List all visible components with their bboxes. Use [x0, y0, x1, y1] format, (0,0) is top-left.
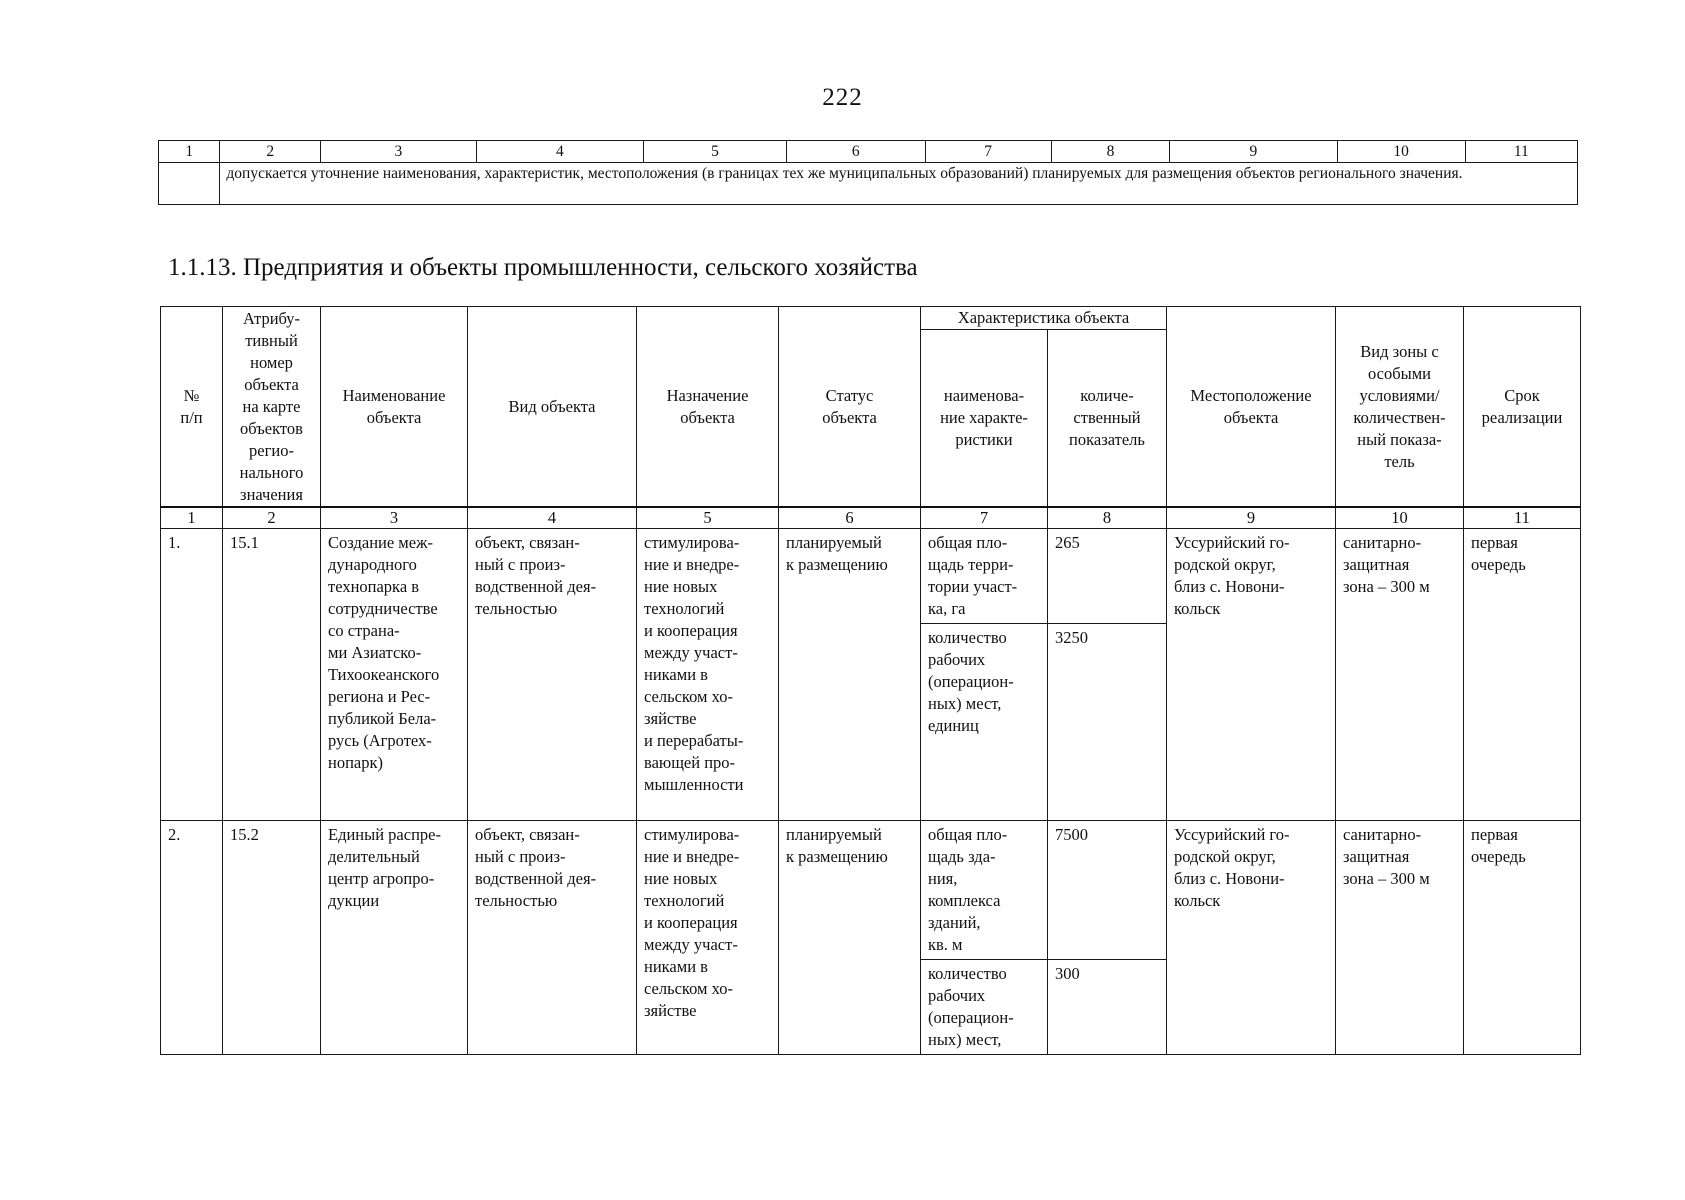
col-number: 9: [1170, 141, 1337, 163]
col-number: 5: [637, 507, 779, 529]
row-kind: объект, связан- ный с произ- водственной дея- тельностью: [468, 821, 637, 1055]
col-number: 1: [159, 141, 220, 163]
note-row: [159, 163, 1578, 205]
continuation-table: [158, 140, 1578, 205]
row-char1-value: 265: [1048, 529, 1167, 624]
row-kind: объект, связан- ный с произ- водственной дея- тельностью: [468, 529, 637, 821]
row-num: 1.: [161, 529, 223, 821]
header-char-value: количе- ственный показатель: [1048, 330, 1167, 508]
header-name: Наименование объекта: [321, 307, 468, 508]
header-characteristics: Характеристика объекта: [921, 307, 1167, 330]
row-zone: санитарно- защитная зона – 300 м: [1336, 821, 1464, 1055]
row-num: 2.: [161, 821, 223, 1055]
col-number: 1: [161, 507, 223, 529]
row-status: планируемый к размещению: [779, 529, 921, 821]
header-zone: Вид зоны с особыми условиями/ количествен- ный показа- тель: [1336, 307, 1464, 508]
row-attr: 15.1: [223, 529, 321, 821]
row-purpose: стимулирова- ние и внедре- ние новых технологий и кооперация между участ- никами в сельском хо- зяйстве и перерабаты- вающей про- мышленности: [637, 529, 779, 821]
col-number: 2: [220, 141, 321, 163]
header-purpose: Назначение объекта: [637, 307, 779, 508]
header-attr-number: Атрибу- тивный номер объекта на карте объектов регио- нального значения: [223, 307, 321, 508]
row-char2-value: 3250: [1048, 624, 1167, 821]
row-char2-name: количество рабочих (операцион- ных) мест,: [921, 960, 1048, 1055]
header-location: Местоположение объекта: [1167, 307, 1336, 508]
col-number: 10: [1337, 141, 1465, 163]
col-number: 4: [476, 141, 643, 163]
section-title: 1.1.13. Предприятия и объекты промышленности, сельского хозяйства: [168, 254, 918, 281]
row-location: Уссурийский го- родской округ, близ с. Новони- кольск: [1167, 529, 1336, 821]
header-status: Статус объекта: [779, 307, 921, 508]
row-term: первая очередь: [1464, 529, 1581, 821]
col-number: 4: [468, 507, 637, 529]
column-numbers-row: [161, 507, 1581, 529]
col-number: 8: [1051, 141, 1170, 163]
col-number: 11: [1464, 507, 1581, 529]
row-attr: 15.2: [223, 821, 321, 1055]
col-number: 6: [786, 141, 925, 163]
objects-table: [160, 306, 1581, 1055]
col-number: 5: [643, 141, 786, 163]
table-row: [161, 821, 1581, 960]
col-number: 10: [1336, 507, 1464, 529]
header-kind: Вид объекта: [468, 307, 637, 508]
col-number: 8: [1048, 507, 1167, 529]
row-term: первая очередь: [1464, 821, 1581, 1055]
row-char2-value: 300: [1048, 960, 1167, 1055]
row-zone: санитарно- защитная зона – 300 м: [1336, 529, 1464, 821]
header-num: № п/п: [161, 307, 223, 508]
col-number: 3: [321, 141, 477, 163]
header-char-name: наименова- ние характе- ристики: [921, 330, 1048, 508]
row-char2-name: количество рабочих (операцион- ных) мест, единиц: [921, 624, 1048, 821]
row-purpose: стимулирова- ние и внедре- ние новых технологий и кооперация между участ- никами в сельском хо- зяйстве: [637, 821, 779, 1055]
header-term: Срок реализации: [1464, 307, 1581, 508]
row-location: Уссурийский го- родской округ, близ с. Новони- кольск: [1167, 821, 1336, 1055]
row-char1-name: общая пло- щадь терри- тории участ- ка, га: [921, 529, 1048, 624]
column-numbers-row: [159, 141, 1578, 163]
table-row: [161, 529, 1581, 624]
row-status: планируемый к размещению: [779, 821, 921, 1055]
col-number: 3: [321, 507, 468, 529]
col-number: 11: [1465, 141, 1577, 163]
row-char1-value: 7500: [1048, 821, 1167, 960]
page-number: 222: [822, 84, 863, 111]
empty-cell: [159, 163, 220, 205]
col-number: 2: [223, 507, 321, 529]
row-name: Создание меж- дународного технопарка в сотрудничестве со страна- ми Азиатско- Тихоокеанского региона и Рес- публикой Бела- русь (Агротех- нопарк): [321, 529, 468, 821]
row-char1-name: общая пло- щадь зда- ния, комплекса зданий, кв. м: [921, 821, 1048, 960]
col-number: 7: [925, 141, 1051, 163]
header-row: [161, 307, 1581, 330]
col-number: 9: [1167, 507, 1336, 529]
col-number: 6: [779, 507, 921, 529]
note-text: допускается уточнение наименования, характеристик, местоположения (в границах тех же муниципальных образований) планируемых для размещения объектов регионального значения.: [220, 163, 1578, 205]
row-name: Единый распре- делительный центр агропро- дукции: [321, 821, 468, 1055]
col-number: 7: [921, 507, 1048, 529]
